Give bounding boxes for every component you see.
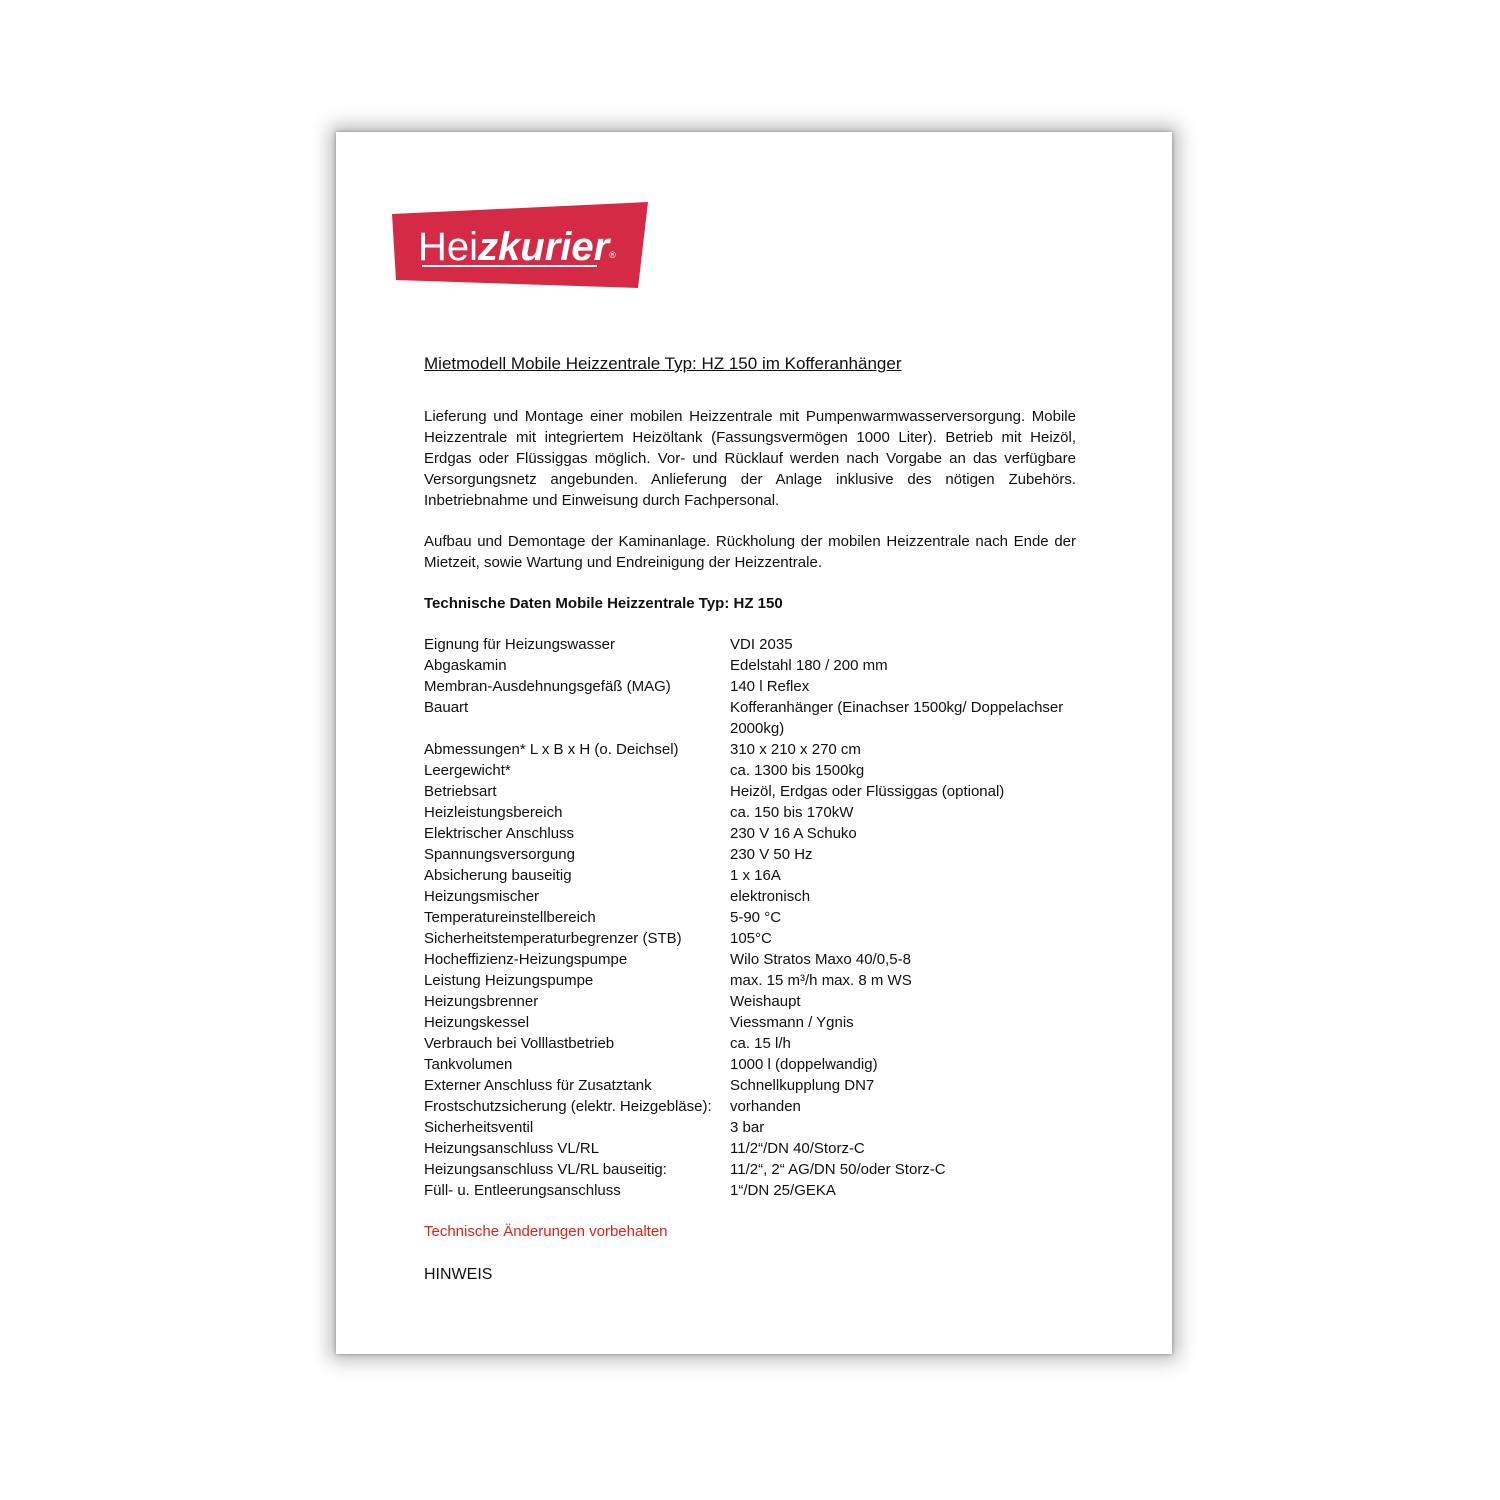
spec-value: 1000 l (doppelwandig) <box>730 1056 878 1073</box>
spec-row <box>424 844 1076 865</box>
spec-label: Frostschutzsicherung (elektr. Heizgebläse): <box>424 1098 712 1115</box>
spec-row <box>424 1096 1076 1117</box>
spec-label: Heizungsmischer <box>424 888 540 905</box>
spec-row <box>424 676 1076 697</box>
spec-row <box>424 760 1076 781</box>
spec-row <box>424 634 1076 655</box>
spec-row <box>424 823 1076 844</box>
spec-label: Membran-Ausdehnungsgefäß (MAG) <box>424 678 671 695</box>
spec-value: max. 15 m³/h max. 8 m WS <box>730 972 912 989</box>
logo-graphic <box>392 202 652 290</box>
spec-label: Hocheffizienz-Heizungspumpe <box>424 951 628 968</box>
intro-paragraph: Lieferung und Montage einer mobilen Heizzentrale mit Pumpenwarmwasserversorgung. Mobile Heizzentrale mit integriertem Heizöltank (Fassungsvermögen 1000 Liter). Betrieb mit Heizöl, Erdgas oder Flüssiggas möglich. Vor- und Rücklauf werden nach Vorgabe an das verfügbare Versorgungsnetz angebunden. Anlieferung der Anlage inklusive des nötigen Zubehörs. Inbetriebnahme und Einweisung durch Fachpersonal. <box>424 408 1076 509</box>
spec-value: 5-90 °C <box>730 909 782 926</box>
spec-value: vorhanden <box>730 1098 801 1115</box>
spec-label: Leergewicht* <box>424 762 511 779</box>
spec-row <box>424 1138 1076 1159</box>
changes-notice: Technische Änderungen vorbehalten <box>424 1223 668 1240</box>
spec-label: Eignung für Heizungswasser <box>424 636 615 653</box>
spec-value: 310 x 210 x 270 cm <box>730 741 861 758</box>
spec-value: 230 V 50 Hz <box>730 846 813 863</box>
spec-label: Heizungsanschluss VL/RL bauseitig: <box>424 1161 667 1178</box>
spec-label: Sicherheitsventil <box>424 1119 534 1136</box>
specs-title: Technische Daten Mobile Heizzentrale Typ: HZ 150 <box>424 595 783 612</box>
spec-row <box>424 907 1076 928</box>
spec-value: VDI 2035 <box>730 636 793 653</box>
spec-row <box>424 1054 1076 1075</box>
spec-row <box>424 1117 1076 1138</box>
spec-row <box>424 697 1076 739</box>
spec-value: 1 x 16A <box>730 867 781 884</box>
spec-label: Spannungsversorgung <box>424 846 575 863</box>
heizkurier-logo <box>392 202 652 290</box>
spec-value: Heizöl, Erdgas oder Flüssiggas (optional) <box>730 783 1005 800</box>
spec-value: Wilo Stratos Maxo 40/0,5-8 <box>730 951 911 968</box>
spec-row <box>424 970 1076 991</box>
spec-row <box>424 1033 1076 1054</box>
spec-label: Verbrauch bei Volllastbetrieb <box>424 1035 615 1052</box>
spec-label: Heizungsanschluss VL/RL <box>424 1140 600 1157</box>
spec-value: Viessmann / Ygnis <box>730 1014 854 1031</box>
spec-label: Leistung Heizungspumpe <box>424 972 594 989</box>
spec-value: elektronisch <box>730 888 811 905</box>
spec-row <box>424 991 1076 1012</box>
spec-row <box>424 739 1076 760</box>
spec-label: Sicherheitstemperaturbegrenzer (STB) <box>424 930 682 947</box>
spec-label: Absicherung bauseitig <box>424 867 572 884</box>
spec-value: Weishaupt <box>730 993 801 1010</box>
spec-row <box>424 781 1076 802</box>
spec-value: ca. 1300 bis 1500kg <box>730 762 865 779</box>
spec-value: 140 l Reflex <box>730 678 810 695</box>
spec-value: 3 bar <box>730 1119 765 1136</box>
document-content <box>424 352 1076 1285</box>
spec-label: Externer Anschluss für Zusatztank <box>424 1077 652 1094</box>
service-paragraph: Aufbau und Demontage der Kaminanlage. Rückholung der mobilen Heizzentrale nach Ende der Mietzeit, sowie Wartung und Endreinigung der Heizzentrale. <box>424 533 1076 571</box>
spec-value: Kofferanhänger (Einachser 1500kg/ Doppelachser 2000kg) <box>730 699 1064 737</box>
logo-wordmark <box>418 225 616 269</box>
spec-row <box>424 1159 1076 1180</box>
logo-registered-mark: ® <box>609 250 616 260</box>
spec-label: Füll- u. Entleerungsanschluss <box>424 1182 621 1199</box>
spec-value: 11/2“/DN 40/Storz-C <box>730 1140 865 1157</box>
spec-label: Temperatureinstellbereich <box>424 909 596 926</box>
spec-label: Abgaskamin <box>424 657 507 674</box>
spec-label: Bauart <box>424 699 469 716</box>
spec-value: 1“/DN 25/GEKA <box>730 1182 836 1199</box>
spec-label: Heizleistungsbereich <box>424 804 563 821</box>
spec-value: ca. 15 l/h <box>730 1035 791 1052</box>
spec-row <box>424 886 1076 907</box>
spec-row <box>424 655 1076 676</box>
spec-value: Edelstahl 180 / 200 mm <box>730 657 888 674</box>
spec-value: 230 V 16 A Schuko <box>730 825 857 842</box>
spec-label: Tankvolumen <box>424 1056 513 1073</box>
spec-value: Schnellkupplung DN7 <box>730 1077 875 1094</box>
spec-value: 105°C <box>730 930 772 947</box>
document-title: Mietmodell Mobile Heizzentrale Typ: HZ 150 im Kofferanhänger <box>424 354 902 373</box>
spec-row <box>424 865 1076 886</box>
specs-list <box>424 634 1076 1201</box>
spec-label: Heizungskessel <box>424 1014 530 1031</box>
spec-row <box>424 802 1076 823</box>
spec-value: ca. 150 bis 170kW <box>730 804 854 821</box>
spec-label: Betriebsart <box>424 783 497 800</box>
spec-label: Abmessungen* L x B x H (o. Deichsel) <box>424 741 679 758</box>
spec-row <box>424 1180 1076 1201</box>
logo-text-light: Hei <box>418 225 479 269</box>
spec-value: 11/2“, 2“ AG/DN 50/oder Storz-C <box>730 1161 946 1178</box>
spec-label: Elektrischer Anschluss <box>424 825 575 842</box>
spec-row <box>424 928 1076 949</box>
spec-row <box>424 949 1076 970</box>
spec-row <box>424 1075 1076 1096</box>
spec-label: Heizungsbrenner <box>424 993 539 1010</box>
spec-row <box>424 1012 1076 1033</box>
hinweis-label: HINWEIS <box>424 1266 493 1283</box>
logo-text-bold: zkurier <box>478 225 610 269</box>
